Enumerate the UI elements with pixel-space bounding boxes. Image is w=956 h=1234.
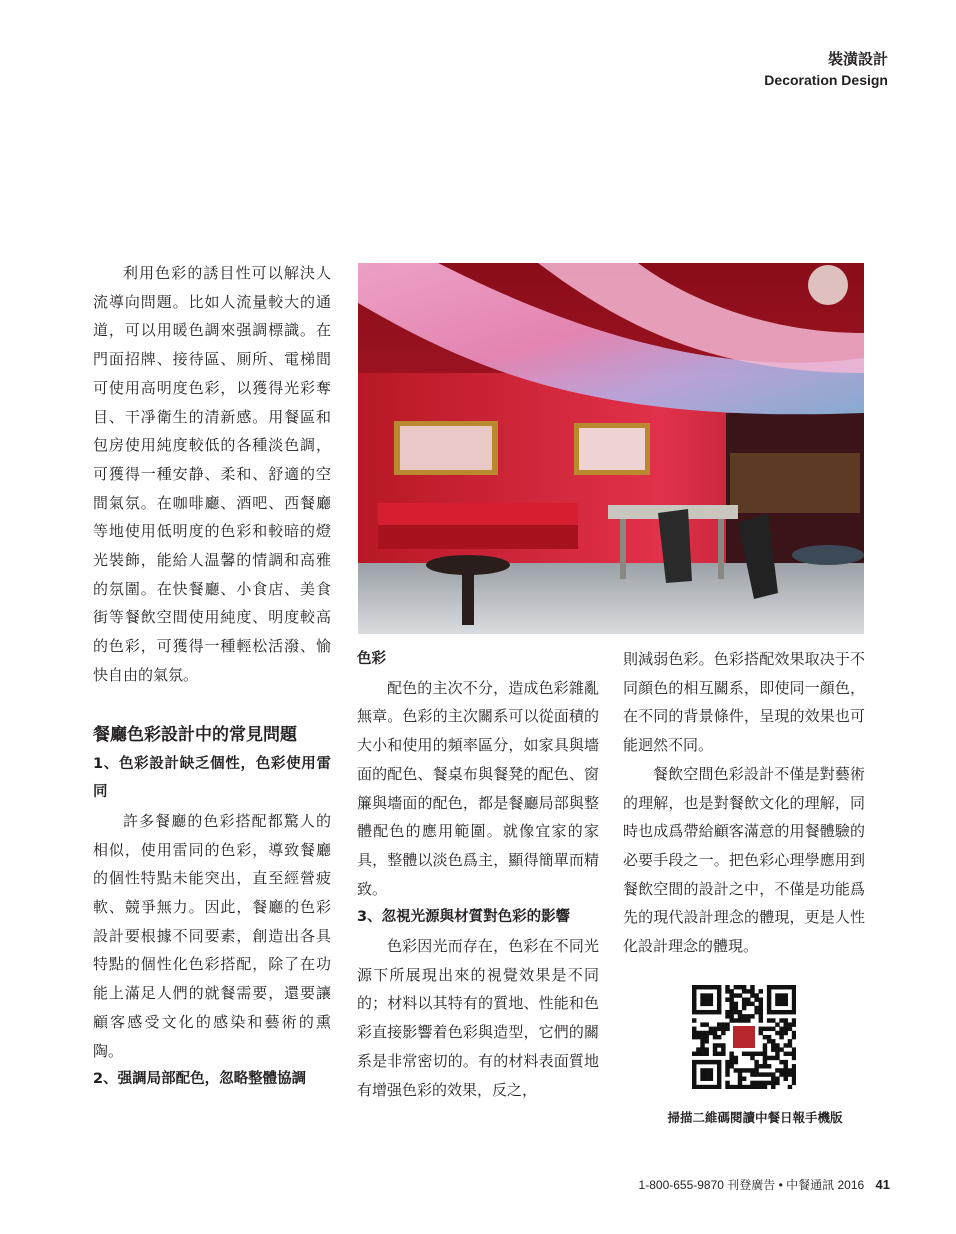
paragraph: 色彩因光而存在，色彩在不同光源下所展現出來的視覺效果是不同的；材料以其特有的質地、性能和色彩直接影響着色彩與造型，它們的關系是非常密切的。有的材料表面質地有增强色彩的效果，反之， (357, 937, 599, 1099)
paragraph: 配色的主次不分，造成色彩雜亂無章。色彩的主次關系可以從面積的大小和使用的頻率區分，如家具與墻面的配色、餐桌布與餐凳的配色、窗簾與墻面的配色，都是餐廳局部與整體配色的應用範圍。就像宜家的家具，整體以淡色爲主，顯得簡單而精致。 (357, 678, 599, 898)
article-column-1 (93, 259, 331, 1094)
page-number: 41 (875, 1177, 890, 1192)
qr-logo-badge (733, 1026, 755, 1048)
subheading: 2、强調局部配色，忽略整體協調 (93, 1071, 307, 1088)
paragraph: 餐飲空間色彩設計不僅是對藝術的理解，也是對餐飲文化的理解，同時也成爲帶給顧客滿意的用餐體驗的必要手段之一。把色彩心理學應用到餐飲空間的設計之中，不僅是功能爲先的現代設計理念的體現，更是人性化設計理念的體現。 (623, 764, 865, 956)
paragraph: 利用色彩的誘目性可以解決人流導向問題。比如人流量較大的通道，可以用暖色調來强調標識。在門面招牌、接待區、厠所、電梯間可使用高明度色彩，以獲得光彩奪目、干凈衛生的清新感。用餐區和包房使用純度較低的各種淡色調，可獲得一種安静、柔和、舒適的空間氣氛。在咖啡廳、酒吧、西餐廳等地使用低明度的色彩和較暗的燈光裝飾，能給人温馨的情調和高雅的氛圍。在快餐廳、小食店、美食街等餐飲空間使用純度、明度較高的色彩，可獲得一種輕松活潑、愉快自由的氣氛。 (93, 264, 331, 684)
section-heading: 餐廳色彩設計中的常見問題 (93, 724, 297, 745)
subheading: 1、色彩設計缺乏個性，色彩使用雷同 (93, 755, 331, 801)
qr-code[interactable] (692, 985, 796, 1089)
section-title-zh: 裝潢設計 (827, 50, 888, 68)
section-title-en: Decoration Design (764, 72, 888, 88)
article-column-3 (623, 645, 865, 961)
page-footer (560, 1176, 890, 1193)
article-column-2 (357, 645, 599, 1104)
qr-caption: 掃描二維碼閱讀中餐日報手機版 (667, 1110, 843, 1125)
footer-text: 1-800-655-9870 刊登廣告 • 中餐通訊 2016 (638, 1178, 865, 1192)
restaurant-interior-photo (358, 263, 864, 634)
subheading-continued: 色彩 (357, 651, 386, 667)
subheading: 3、忽視光源與材質對色彩的影響 (357, 909, 571, 926)
paragraph: 許多餐廳的色彩搭配都驚人的相似，使用雷同的色彩，導致餐廳的個性特點未能突出，直至經營疲軟、競爭無力。因此，餐廳的色彩設計要根據不同要素，創造出各具特點的個性化色彩搭配，除了在功能上滿足人們的就餐需要，還要讓顧客感受文化的感染和藝術的熏陶。 (93, 811, 331, 1060)
paragraph: 則減弱色彩。色彩搭配效果取决于不同顔色的相互關系，即使同一顔色，在不同的背景條件，呈現的效果也可能迥然不同。 (623, 650, 865, 755)
